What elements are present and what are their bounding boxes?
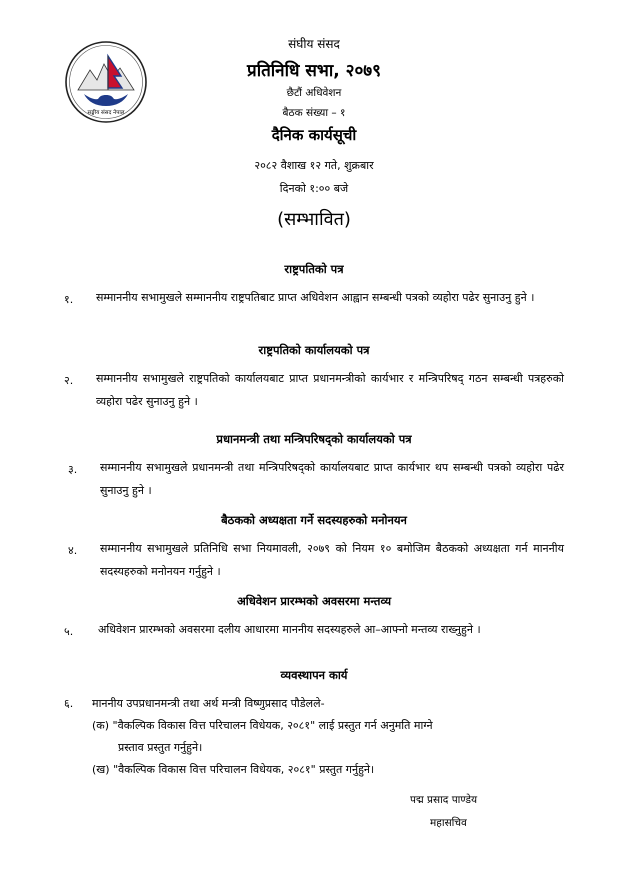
logo-caption: सङ्घीय संसद नेपाल [87,110,125,116]
meeting-time: दिनको १:०० बजे [279,182,349,195]
item-number: १. [64,293,74,306]
parliament-name: संघीय संसद [288,37,340,51]
session-label: छैटौं अधिवेशन [286,87,342,99]
section-heading: राष्ट्रपतिको कार्यालयको पत्र [258,343,370,357]
agenda-item-text: सम्माननीय सभामुखले राष्ट्रपतिको कार्यालयबाट प्राप्त प्रधानमन्त्रीको कार्यभार र मन्त्रिपरिषद् गठन सम्बन्धी पत्रहरुको व्यहोरा पढेर सुनाउनु हुने । [96,372,564,408]
section-heading: बैठकको अध्यक्षता गर्ने सदस्यहरुको मनोनयन [221,513,407,527]
agenda-title: दैनिक कार्यसूची [271,126,357,144]
item-number: ५. [64,625,74,638]
probable-label: (सम्भावित) [277,209,351,230]
item-number: ३. [68,463,78,476]
section-heading: व्यवस्थापन कार्य [280,668,348,682]
item-number: ६. [64,697,74,710]
agenda-item-text: अधिवेशन प्रारम्भको अवसरमा दलीय आधारमा माननीय सदस्यहरुले आ–आफ्नो मन्तव्य राख्नुहुने । [98,623,481,636]
meeting-number: बैठक संख्या – १ [282,107,346,119]
secretary-general-name: पद्म प्रसाद पाण्डेय [410,794,478,806]
secretary-general-title: महासचिव [430,817,467,829]
section-heading: अधिवेशन प्रारम्भको अवसरमा मन्तव्य [236,594,392,608]
item-number: २. [64,374,74,387]
agenda-item-text: सम्माननीय सभामुखले सम्माननीय राष्ट्रपतिबाट प्राप्त अधिवेशन आह्वान सम्बन्धी पत्रको व्यहोरा पढेर सुनाउनु हुने । [96,291,535,304]
sub-item-a-continued: प्रस्ताव प्रस्तुत गर्नुहुने। [118,741,203,754]
item-number: ४. [68,544,78,557]
agenda-item-text: सम्माननीय सभामुखले प्रतिनिधि सभा नियमावली, २०७९ को नियम १० बमोजिम बैठकको अध्यक्षता गर्न माननीय सदस्यहरुको मनोनयन गर्नुहुने । [100,542,564,578]
agenda-item-intro: माननीय उपप्रधानमन्त्री तथा अर्थ मन्त्री विष्णुप्रसाद पौडेलले- [92,697,325,710]
meeting-date: २०८२ वैशाख १२ गते, शुक्रबार [254,159,374,172]
section-heading: राष्ट्रपतिको पत्र [284,262,344,276]
sub-item-a: (क) "वैकल्पिक विकास वित्त परिचालन विधेयक, २०८१" लाई प्रस्तुत गर्न अनुमति माग्ने [92,719,433,732]
section-heading: प्रधानमन्त्री तथा मन्त्रिपरिषद्को कार्यालयको पत्र [216,432,412,446]
sub-item-b: (ख) "वैकल्पिक विकास वित्त परिचालन विधेयक, २०८१" प्रस्तुत गर्नुहुने। [92,763,375,776]
house-title: प्रतिनिधि सभा, २०७९ [247,61,381,81]
agenda-item-text: सम्माननीय सभामुखले प्रधानमन्त्री तथा मन्त्रिपरिषद्को कार्यालयबाट प्राप्त कार्यभार थप सम्बन्धी पत्रको व्यहोरा पढेर सुनाउनु हुने । [100,461,564,497]
